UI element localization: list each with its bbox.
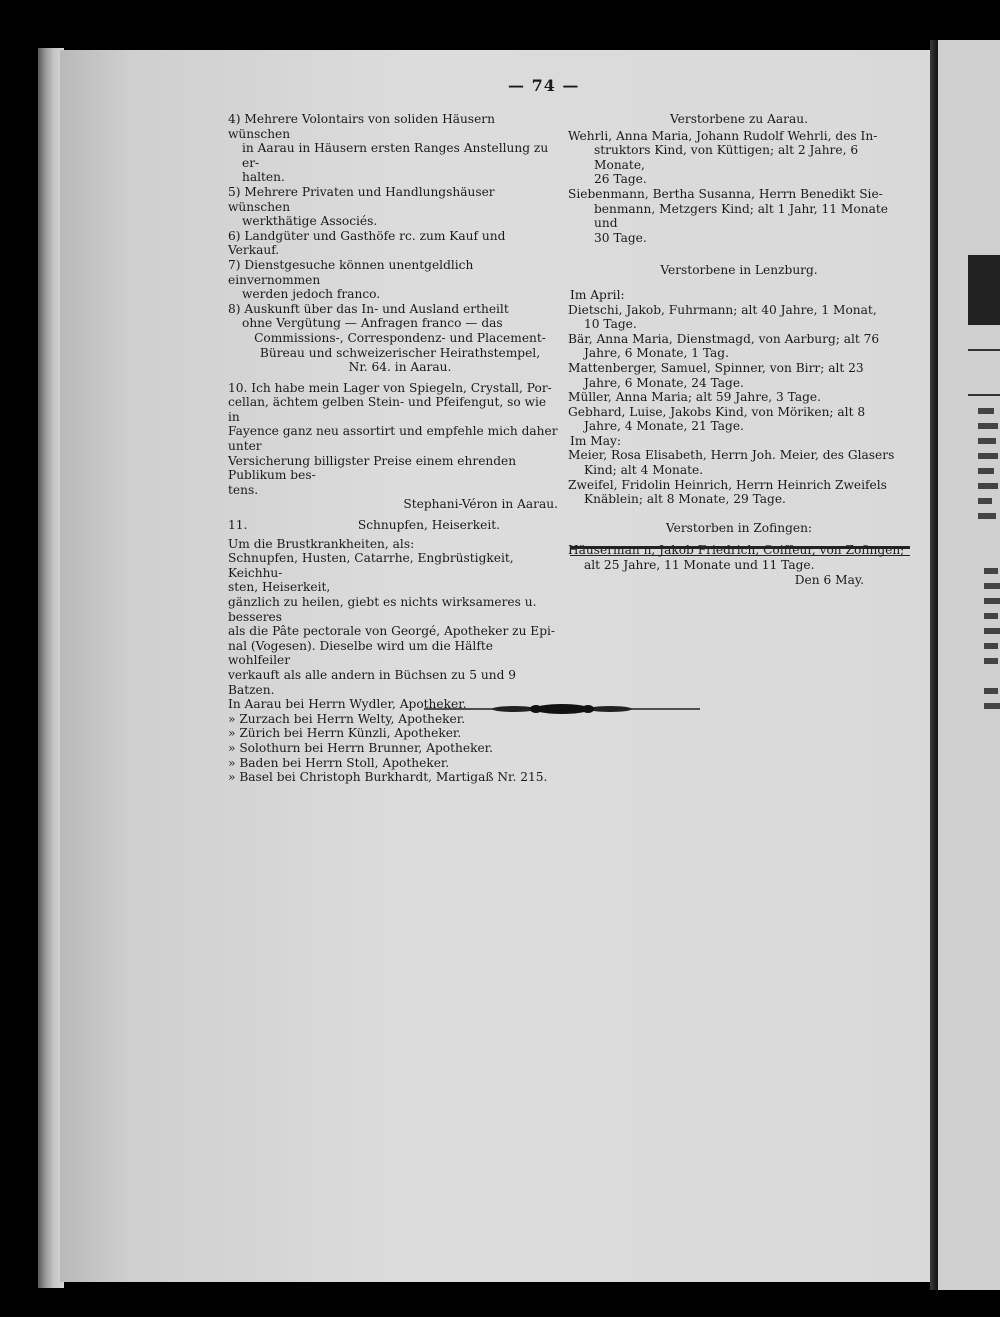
- advertisement-item-line: 8) Auskunft über das In- und Ausland ertheilt: [228, 301, 509, 316]
- advertisement-item-line: in Aarau in Häusern ersten Ranges Anstellung zu er-: [242, 141, 549, 170]
- death-entry: [568, 187, 910, 245]
- advertisement-10-text-line: tens.: [228, 482, 259, 497]
- section-double-rule: [570, 546, 910, 556]
- seller-entry-line: » Zürich bei Herrn Künzli, Apotheker.: [228, 726, 462, 741]
- death-entry: [568, 332, 910, 361]
- seller-entry-line: » Zurzach bei Herrn Welty, Apotheker.: [228, 711, 466, 726]
- advertisement-item-line: 5) Mehrere Privaten und Handlungshäuser wünschen: [228, 184, 495, 214]
- advertisement-item: [228, 302, 558, 375]
- page-gutter: [930, 40, 938, 1290]
- death-entry-line: 26 Tage.: [594, 172, 647, 187]
- advertisement-item-line: Commissions-, Correspondenz- und Placement-: [254, 330, 546, 345]
- advertisement-10-text-line: Versicherung billigster Preise einem ehrenden Publikum bes-: [228, 453, 517, 483]
- death-entry-line: Häuserman n, Jakob Friedrich, Coiffeur, von Zofingen;: [568, 543, 905, 558]
- death-entry-line: Siebenmann, Bertha Susanna, Herrn Benedikt Sie-: [568, 186, 883, 201]
- death-entry: [568, 405, 910, 434]
- advertisement-11-text-line: verkauft als alle andern in Büchsen zu 5 und 9 Batzen.: [228, 667, 517, 697]
- death-entry-line: Müller, Anna Maria; alt 59 Jahre, 3 Tage.: [568, 390, 821, 405]
- ornamental-divider: [424, 702, 700, 716]
- death-entry-line: benmann, Metzgers Kind; alt 1 Jahr, 11 Monate und: [594, 201, 888, 231]
- left-column: [228, 112, 558, 785]
- death-entry: [568, 361, 910, 390]
- advertisement-item-line: 4) Mehrere Volontairs von soliden Häusern wünschen: [228, 112, 495, 141]
- advertisement-11-heading: [228, 518, 558, 533]
- advertisement-11-text-line: Schnupfen, Husten, Catarrhe, Engbrüstigkeit, Keichhu-: [228, 551, 514, 580]
- advertisement-10-text-line: Fayence ganz neu assortirt und empfehle mich daher unter: [228, 424, 558, 454]
- advertisement-11-text-line: gänzlich zu heilen, giebt es nichts wirksameres u. besseres: [228, 595, 537, 624]
- seller-entry-line: » Solothurn bei Herrn Brunner, Apotheker.: [228, 740, 494, 755]
- advertisement-item-line: 7) Dienstgesuche können unentgeldlich einvernommen: [228, 257, 474, 287]
- page-number: — 74 —: [508, 76, 580, 95]
- lenzburg-may-label: Im May:: [570, 433, 621, 448]
- advertisement-item: [228, 112, 558, 185]
- advertisement-list: [228, 112, 558, 375]
- advertisement-item-line: werkthätige Associés.: [242, 214, 378, 229]
- death-entry-line: Bär, Anna Maria, Dienstmagd, von Aarburg; alt 76: [568, 331, 880, 346]
- lenzburg-may-list: [568, 448, 910, 506]
- aarau-heading: Verstorbene zu Aarau.: [669, 112, 808, 126]
- advertisement-10: [228, 381, 558, 498]
- death-entry-line: struktors Kind, von Küttigen; alt 2 Jahre, 6 Monate,: [594, 143, 859, 172]
- death-entry-line: Wehrli, Anna Maria, Johann Rudolf Wehrli, des In-: [568, 128, 878, 143]
- death-entry-line: 30 Tage.: [594, 230, 647, 245]
- death-entry-line: Jahre, 6 Monate, 24 Tage.: [584, 375, 744, 390]
- seller-entry-line: » Basel bei Christoph Burkhardt, Martigaß Nr. 215.: [228, 770, 548, 785]
- advertisement-item: [228, 229, 558, 258]
- death-entry-line: Meier, Rosa Elisabeth, Herrn Joh. Meier, des Glasers: [568, 448, 895, 463]
- death-entry-line: alt 25 Jahre, 11 Monate und 11 Tage.: [584, 558, 815, 573]
- advertisement-11-body: [228, 537, 558, 698]
- seller-entry-line: In Aarau bei Herrn Wydler, Apotheker.: [228, 697, 467, 712]
- advertisement-10-text: [228, 381, 558, 498]
- lenzburg-april-label: Im April:: [570, 287, 625, 302]
- aarau-death-list: [568, 129, 910, 246]
- advertisement-10-text-line: 10. Ich habe mein Lager von Spiegeln, Crystall, Por-: [228, 380, 552, 395]
- advertisement-11-title: Schnupfen, Heiserkeit.: [357, 518, 500, 533]
- death-entry-line: Jahre, 6 Monate, 1 Tag.: [584, 346, 729, 361]
- advertisement-11-text-line: Um die Brustkrankheiten, als:: [228, 536, 415, 551]
- advertisement-item-line: Büreau und schweizerischer Heirathstempel,: [259, 345, 541, 360]
- lenzburg-heading: Verstorbene in Lenzburg.: [660, 263, 818, 278]
- adjacent-page-edge: [938, 40, 1000, 1290]
- death-entry: [568, 129, 910, 187]
- advertisement-11-text-line: als die Pâte pectorale von Georgé, Apotheker zu Epi-: [228, 624, 556, 639]
- advertisement-item-line: 6) Landgüter und Gasthöfe rc. zum Kauf und Verkauf.: [228, 228, 506, 258]
- advertisement-item-line: ohne Vergütung — Anfragen franco — das: [242, 316, 503, 331]
- right-column: [568, 108, 910, 587]
- death-entry-line: 10 Tage.: [584, 317, 637, 332]
- death-entry-line: Gebhard, Luise, Jakobs Kind, von Möriken; alt 8: [568, 404, 866, 419]
- advertisement-item: [228, 258, 558, 302]
- adjacent-page-glyphs: [938, 40, 1000, 1290]
- death-entry: [568, 390, 910, 405]
- zofingen-date: Den 6 May.: [794, 572, 864, 587]
- advertisement-11-number: 11.: [228, 518, 248, 533]
- lenzburg-april-list: [568, 303, 910, 434]
- death-entry-line: Mattenberger, Samuel, Spinner, von Birr; alt 23: [568, 360, 864, 375]
- death-entry: [568, 448, 910, 477]
- death-entry-line: Jahre, 4 Monate, 21 Tage.: [584, 419, 744, 434]
- advertisement-item-line: werden jedoch franco.: [242, 287, 381, 302]
- advertisement-item-line: Nr. 64. in Aarau.: [348, 360, 452, 375]
- zofingen-heading: Verstorben in Zofingen:: [665, 520, 813, 535]
- advertisement-10-text-line: cellan, ächtem gelben Stein- und Pfeifengut, so wie in: [228, 395, 547, 424]
- advertisement-11-text: [228, 537, 558, 698]
- death-entry-line: Kind; alt 4 Monate.: [584, 463, 704, 478]
- death-entry-line: Dietschi, Jakob, Fuhrmann; alt 40 Jahre, 1 Monat,: [568, 302, 877, 317]
- advertisement-item-line: halten.: [242, 170, 285, 185]
- death-entry: [568, 303, 910, 332]
- advertisement-10-signature: Stephani-Véron in Aarau.: [403, 497, 558, 512]
- death-entry-line: Zweifel, Fridolin Heinrich, Herrn Heinrich Zweifels: [568, 477, 887, 492]
- advertisement-item: [228, 185, 558, 229]
- seller-entry-line: » Baden bei Herrn Stoll, Apotheker.: [228, 755, 450, 770]
- advertisement-11-text-line: nal (Vogesen). Dieselbe wird um die Hälfte wohlfeiler: [228, 638, 493, 668]
- death-entry-line: Knäblein; alt 8 Monate, 29 Tage.: [584, 492, 786, 507]
- advertisement-11-text-line: sten, Heiserkeit,: [228, 580, 331, 595]
- death-entry: [568, 478, 910, 507]
